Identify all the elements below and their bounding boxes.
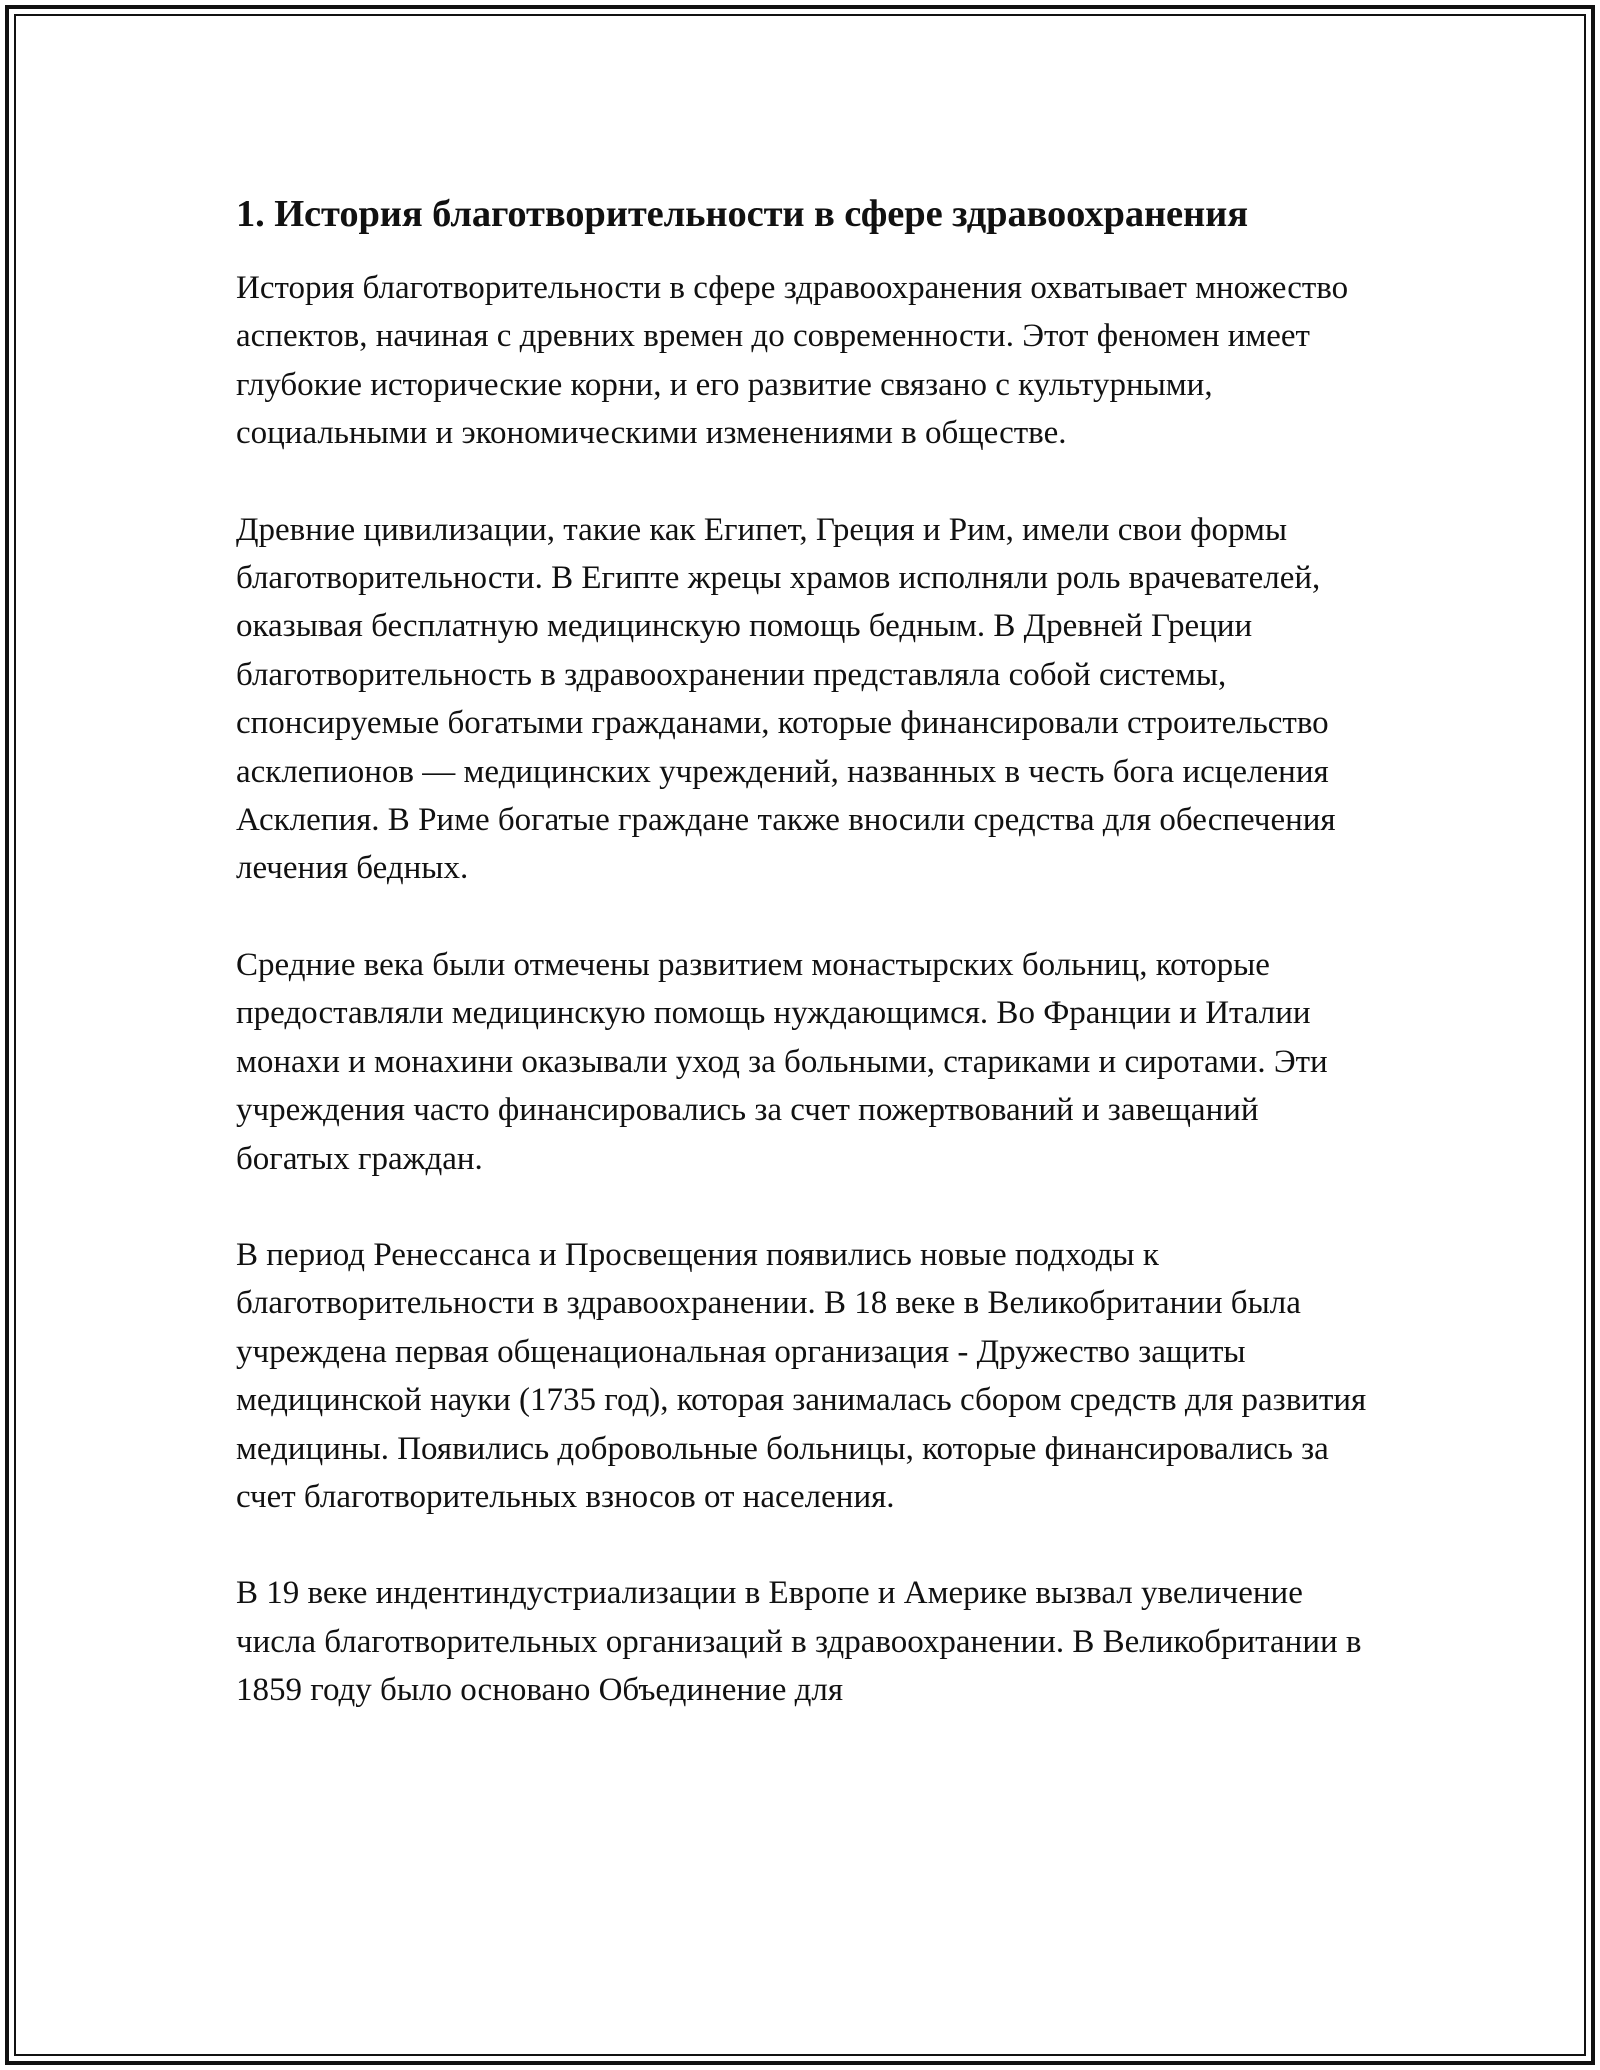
paragraph-19th-century: В 19 веке индентиндустриализации в Европе и Америке вызвал увеличение числа благотворительных организаций в здравоохранении. В Великобритании в 1859 году было основано Объединение для xyxy=(236,1575,1362,1709)
paragraph-intro: История благотворительности в сфере здравоохранения охватывает множество аспектов, начиная с древних времен до современности. Этот феномен имеет глубокие исторические корни, и его развитие связано с культурными, социальными и экономическими изменениями в обществе. xyxy=(236,270,1349,452)
document-body xyxy=(236,186,1371,1763)
paragraph-renaissance-enlightenment: В период Ренессанса и Просвещения появились новые подходы к благотворительности в здравоохранении. В 18 веке в Великобритании была учреждена первая общенациональная организация - Дружество защиты медицинской науки (1735 год), которая занималась сбором средств для развития медицины. Появились добровольные больницы, которые финансировались за счет благотворительных взносов от населения. xyxy=(236,1236,1367,1515)
paragraph-middle-ages: Средние века были отмечены развитием монастырских больниц, которые предоставляли медицинскую помощь нуждающимся. Во Франции и Италии монахи и монахини оказывали уход за больными, стариками и сиротами. Эти учреждения часто финансировались за счет пожертвований и завещаний богатых граждан. xyxy=(236,946,1328,1177)
paragraph-ancient-civilizations: Древние цивилизации, такие как Египет, Греция и Рим, имели свои формы благотворительности. В Египте жрецы храмов исполняли роль врачевателей, оказывая бесплатную медицинскую помощь бедным. В Древней Греции благотворительность в здравоохранении представляла собой системы, спонсируемые богатыми гражданами, которые финансировали строительство асклепионов — медицинских учреждений, названных в честь бога исцеления Асклепия. В Риме богатые граждане также вносили средства для обеспечения лечения бедных. xyxy=(236,511,1336,887)
section-heading: 1. История благотворительности в сфере здравоохранения xyxy=(236,193,1248,235)
